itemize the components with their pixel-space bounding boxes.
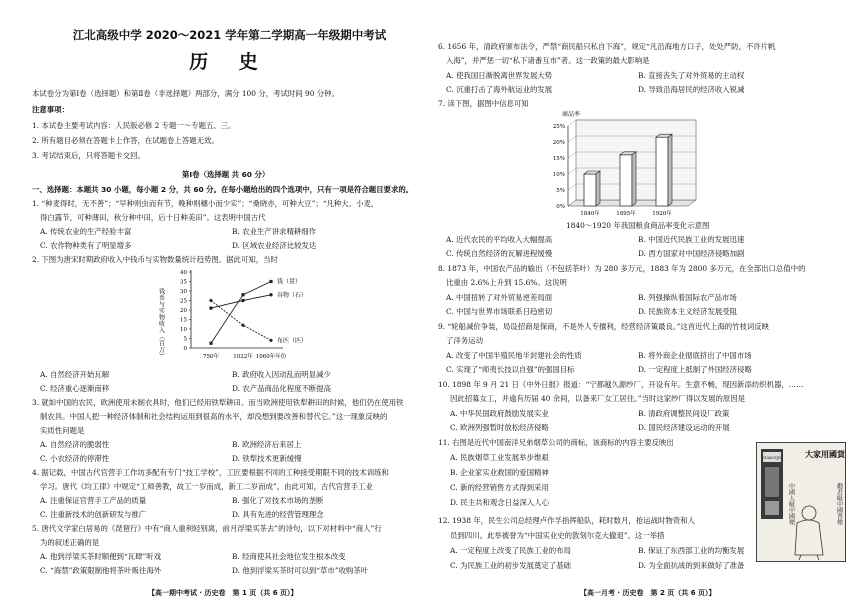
q2-point bbox=[209, 342, 212, 345]
q7-y-tick-label: 0% bbox=[556, 204, 565, 210]
q12-option-a[interactable]: A. 一定程度上改变了民族工业的布局 bbox=[450, 546, 571, 555]
q2-y-tick-label: 35 bbox=[180, 279, 187, 286]
q7-x-tick-label: 1920年 bbox=[652, 211, 672, 217]
q7-option-a[interactable]: A. 近代农民的平均收入大幅提高 bbox=[446, 235, 553, 244]
exam-intro: 本试卷分为第Ⅰ卷（选择题）和第Ⅱ卷（非选择题）两部分，满分 100 分，考试时间 90 分钟。 bbox=[32, 89, 339, 98]
q7-y-axis-label: 商品率 bbox=[562, 111, 581, 118]
q2-y-tick-label: 10 bbox=[180, 327, 187, 333]
q11-option-b[interactable]: B. 企业家实业救国的爱国精神 bbox=[450, 468, 549, 477]
q7-bar-side bbox=[632, 152, 636, 206]
q7-y-tick-label: 20% bbox=[552, 140, 565, 146]
q3-option-b[interactable]: B. 欧洲经济后来居上 bbox=[232, 440, 302, 449]
section1-instruction: 一、选择题：本题共 30 小题，每小题 2 分，共 60 分。在每小题给出的四个选项中，只有一项是符合题目要求的。 bbox=[32, 185, 414, 194]
q6-stem-line: 入海”，并严惩一切“私下诸番互市”者。这一政策的最大影响是 bbox=[446, 56, 650, 65]
q7-y-tick-label: 10% bbox=[552, 172, 565, 178]
q5-option-a[interactable]: A. 他到浮梁买茶时顺便到“瓦肆”听戏 bbox=[40, 552, 162, 561]
q10-option-a[interactable]: A. 中华民国政府鼓励发展实业 bbox=[450, 409, 549, 418]
q6-option-c[interactable]: C. 沉重打击了海外航运业的发展 bbox=[446, 85, 553, 94]
left-page-footer: 【高一期中考试 · 历史卷 第 1 页（共 6 页）】 bbox=[148, 589, 298, 597]
q2-x-tick-label: 1022年 bbox=[233, 354, 253, 360]
q5-option-c[interactable]: C. “海禁”政策限制他将茶叶贩往海外 bbox=[40, 566, 162, 575]
q5-option-d[interactable]: D. 他到浮梁买茶时可以到“草市”收购茶叶 bbox=[232, 566, 369, 575]
q2-y-tick-label: 20 bbox=[180, 308, 187, 314]
q7-stem-line: 7. 读下图，据图中信息可知 bbox=[438, 99, 529, 108]
q2-series-line bbox=[211, 282, 271, 344]
subject-title: 历 史 bbox=[189, 51, 270, 73]
q2-line-chart bbox=[147, 266, 327, 366]
q2-y-tick-label: 15 bbox=[180, 317, 187, 324]
q4-option-d[interactable]: D. 具有先进的经营管理理念 bbox=[232, 510, 324, 519]
q2-y-tick-label: 5 bbox=[183, 336, 187, 343]
q4-option-c[interactable]: C. 注重新技术的创新研发与推广 bbox=[40, 510, 147, 519]
q1-option-d[interactable]: D. 区域农业经济比较发达 bbox=[232, 241, 317, 250]
q3-option-d[interactable]: D. 铁犁技术更新缓慢 bbox=[232, 454, 302, 463]
q6-option-b[interactable]: B. 直接丧失了对外贸易的主动权 bbox=[638, 71, 745, 80]
q2-point bbox=[269, 280, 272, 283]
q9-option-b[interactable]: B. 将外商企业彻底挤出了中国市场 bbox=[638, 351, 752, 360]
q8-option-b[interactable]: B. 列强操纵着国际农产品市场 bbox=[638, 293, 737, 302]
q2-point bbox=[241, 293, 244, 296]
q2-option-c[interactable]: C. 经济重心逐渐南移 bbox=[40, 384, 110, 393]
q2-point bbox=[241, 299, 244, 302]
q7-gridline bbox=[568, 184, 576, 190]
q8-stem-line: 8. 1873 年，中国农产品的输出（不包括茶叶）为 280 多万元，1883 年为 2800 多万元，在全部出口总值中的 bbox=[438, 264, 806, 273]
q7-bar bbox=[656, 137, 668, 206]
q2-point bbox=[269, 338, 273, 342]
q9-option-c[interactable]: C. 实现了“师夷长技以自强”的强国目标 bbox=[446, 365, 575, 374]
q7-gridline bbox=[568, 136, 576, 142]
q3-option-c[interactable]: C. 小农经济的停滞性 bbox=[40, 454, 110, 463]
q4-stem-line: 4. 据记载，中国古代官营手工作坊多配有专门“技工学校”，工匠要根据不同的工种接受期限不同的技术训练和 bbox=[32, 468, 389, 477]
trademark-brand: HUANGJIN bbox=[761, 456, 783, 460]
q4-option-b[interactable]: B. 强化了对技术市场的垄断 bbox=[232, 496, 324, 505]
q5-option-b[interactable]: B. 经商使其社会地位发生根本改变 bbox=[232, 552, 346, 561]
q11-option-c[interactable]: C. 新的经营销售方式得到采用 bbox=[450, 483, 549, 492]
q2-y-tick-label: 0 bbox=[183, 346, 187, 352]
note-item: 2. 所有题目必须在答题卡上作答，在试题卷上答题无效。 bbox=[32, 136, 219, 145]
q8-option-d[interactable]: D. 民族资本主义经济发展受阻 bbox=[638, 307, 738, 316]
q2-series-line bbox=[211, 301, 271, 341]
q8-option-c[interactable]: C. 中国与世界市场联系日趋密切 bbox=[446, 307, 553, 316]
q12-option-d[interactable]: D. 为全面抗战的到来做好了准备 bbox=[638, 561, 745, 570]
q2-point bbox=[209, 306, 212, 309]
q6-option-d[interactable]: D. 导致沿海居民的经济收入锐减 bbox=[638, 85, 745, 94]
q7-gridline bbox=[568, 168, 576, 174]
q2-y-axis-label: 钱币与实物收入（百万） bbox=[157, 288, 165, 360]
q11-stem-line: 11. 右图是近代中国南洋兄弟烟草公司的商标，该商标的内容主要反映出 bbox=[438, 438, 674, 447]
q12-option-b[interactable]: B. 保证了东西部工业的均衡发展 bbox=[638, 546, 745, 555]
q2-series-line bbox=[211, 295, 271, 308]
notes-title: 注意事项： bbox=[32, 105, 69, 114]
q2-option-d[interactable]: D. 农产品商品化程度不断提高 bbox=[232, 384, 332, 393]
q6-option-a[interactable]: A. 使我国日渐脱离世界发展大势 bbox=[446, 71, 553, 80]
q3-stem-line: 实质性问题是 bbox=[40, 426, 85, 435]
part1-title: 第Ⅰ卷（选择题 共 60 分） bbox=[182, 170, 270, 179]
q1-option-c[interactable]: C. 农作物种类有了明显增多 bbox=[40, 241, 132, 250]
q2-option-b[interactable]: B. 政府收入因动乱而明显减少 bbox=[232, 370, 331, 379]
q4-stem-line: 学习。唐代《均工律》中规定“工师善教，故工一岁而成，新工二岁而成”。由此可知，古代官营手工业 bbox=[40, 482, 373, 491]
q7-y-tick-label: 5% bbox=[556, 188, 565, 194]
q10-stem-line: 10. 1898 年 9 月 21 日《中外日报》报道：“宁都越久源纱厂，开设有年。生意不畅，现因新添纺织机器，…… bbox=[438, 380, 804, 389]
q2-y-tick-label: 40 bbox=[180, 270, 187, 276]
q2-stem-line: 2. 下图为唐宋时期政府收入中钱币与实物数量统计趋势图。据此可知，当时 bbox=[32, 255, 278, 264]
trademark-slogan-right: 勸君吸中國香煙 bbox=[835, 483, 843, 525]
q9-stem-line: 了洋务运动 bbox=[446, 336, 483, 345]
q7-bar bbox=[620, 155, 632, 206]
q1-option-a[interactable]: A. 传统农业的生产经验丰富 bbox=[40, 227, 132, 236]
q9-option-a[interactable]: A. 改变了中国半殖民地半封建社会的性质 bbox=[446, 351, 582, 360]
q10-option-b[interactable]: B. 清政府调整民间设厂政策 bbox=[638, 409, 730, 418]
note-item: 1. 本试卷主要考试内容：人民版必修 2 专题一～专题五、三。 bbox=[32, 121, 236, 130]
q2-x-tick-label: 750年 bbox=[203, 354, 219, 360]
q8-option-a[interactable]: A. 中国扭转了对外贸易逆差局面 bbox=[446, 293, 553, 302]
q2-x-tick-label: 1060年年份 bbox=[255, 354, 287, 360]
q7-chart-caption: 1840～1920 年我国粮食商品率变化示意图 bbox=[566, 221, 710, 230]
q10-stem-line: 因此招募女工，并逾有历届 40 余间，以备来厂女工居住。”当时这家纱厂得以发展的原因是 bbox=[450, 394, 746, 403]
q5-stem-line: 为的叙述正确的是 bbox=[40, 538, 100, 547]
q10-option-c[interactable]: C. 欧洲列强暂时放松经济侵略 bbox=[450, 423, 549, 432]
q11-option-d[interactable]: D. 民主共和观念日益深入人心 bbox=[450, 498, 550, 507]
q7-bar-chart bbox=[538, 108, 718, 220]
trademark-slogan-top: 大家用國貨 bbox=[805, 449, 845, 459]
trademark-slogan-left: 中國人吸中國煙 bbox=[787, 483, 795, 525]
q2-point bbox=[269, 293, 272, 296]
exam-title: 江北高级中学 2020～2021 学年第二学期高一年级期中考试 bbox=[72, 28, 387, 42]
q7-bar-side bbox=[668, 134, 672, 206]
q11-option-a[interactable]: A. 民族烟草工业发展举步维艰 bbox=[450, 453, 549, 462]
q2-series-label: 谷物（石） bbox=[277, 291, 308, 299]
q7-x-tick-label: 1895年 bbox=[616, 211, 636, 217]
q9-option-d[interactable]: D. 一定程度上抵制了外国经济侵略 bbox=[638, 365, 752, 374]
q7-bar-side bbox=[596, 171, 600, 206]
q1-stem-line: 得白露节，可种薄田，秋分种中田，后十日种美田”。这表明中国古代 bbox=[40, 213, 266, 222]
q9-stem-line: 9. “轮船减价争装，局设招商是保商，不是外人专擅利，经营经济策最良。”这首近代上海的竹枝词反映 bbox=[438, 322, 770, 331]
q7-option-b[interactable]: B. 中国近代民族工业的发展迅速 bbox=[638, 235, 745, 244]
q3-stem-line: 制农具。中国人把一种经济体制和社会结构运用到很高的水平，却没想到要改善和替代它。”这一现象反映的 bbox=[40, 412, 388, 421]
q7-y-tick-label: 15% bbox=[552, 156, 565, 162]
q2-y-tick-label: 25 bbox=[180, 298, 187, 305]
q1-option-b[interactable]: B. 农业生产讲求精耕细作 bbox=[232, 227, 317, 236]
q3-stem-line: 3. 就如中国的农民，欧洲使用未制衣具时，他们已经用铁犁耕田。而当欧洲使用铁犁耕田的时候，他们仍在使用铁 bbox=[32, 398, 404, 407]
q7-y-tick-label: 25% bbox=[552, 124, 565, 130]
q8-stem-line: 比重由 2.6%上升到 15.6%。这说明 bbox=[446, 278, 567, 287]
q7-bar bbox=[584, 174, 596, 206]
q7-x-tick-label: 1840年 bbox=[580, 211, 600, 217]
q12-stem-line: 12. 1938 年，民生公司总经理卢作孚指挥船队，耗时数月，抢运战时物资和人 bbox=[438, 516, 695, 525]
q7-option-c[interactable]: C. 传统自然经济的瓦解进程缓慢 bbox=[446, 249, 553, 258]
trademark-illustration bbox=[757, 443, 845, 561]
q7-option-d[interactable]: D. 西方国家对中国经济侵略加剧 bbox=[638, 249, 745, 258]
q5-stem-line: 5. 唐代文学家白居易的《琵琶行》中有“商人重利轻别离，前月浮梁买茶去”的诗句，以下对材料中“商人”行 bbox=[32, 524, 382, 533]
q12-option-c[interactable]: C. 为民族工业的初步发展奠定了基础 bbox=[450, 561, 571, 570]
q12-stem-line: 员到四川。此举被誉为“中国实业史的敦刻尔克大撤退”。这一举措 bbox=[450, 531, 665, 540]
q10-option-d[interactable]: D. 国民经济建设运动的开展 bbox=[638, 423, 730, 432]
note-item: 3. 考试结束后，只将答题卡交回。 bbox=[32, 151, 145, 160]
q4-option-a[interactable]: A. 注重保证官营手工产品的质量 bbox=[40, 496, 147, 505]
q7-gridline bbox=[568, 152, 576, 158]
q6-stem-line: 6. 1656 年，清政府颁布法令，严禁“商民船只私自下海”，规定“凡沿海地方口子，处处严防，不许片帆 bbox=[438, 42, 776, 51]
right-page-footer: 【高一月考 · 历史卷 第 2 页（共 6 页）】 bbox=[580, 589, 716, 597]
q2-series-label: 钱（贯） bbox=[277, 278, 302, 286]
q1-stem-line: 1. “种麦得时，无不善”；“早种则虫而有节，晚种则穗小而少实”；“桑晓亦，可种大豆”；“凡种大、小麦， bbox=[32, 199, 379, 208]
q2-series-label: 布匹（匹） bbox=[277, 337, 308, 345]
q2-y-tick-label: 30 bbox=[180, 289, 187, 295]
tobacco-trademark-image bbox=[756, 442, 846, 562]
q2-option-a[interactable]: A. 自然经济开始瓦解 bbox=[40, 370, 110, 379]
q7-gridline bbox=[568, 120, 576, 126]
q3-option-a[interactable]: A. 自然经济的脆弱性 bbox=[40, 440, 110, 449]
